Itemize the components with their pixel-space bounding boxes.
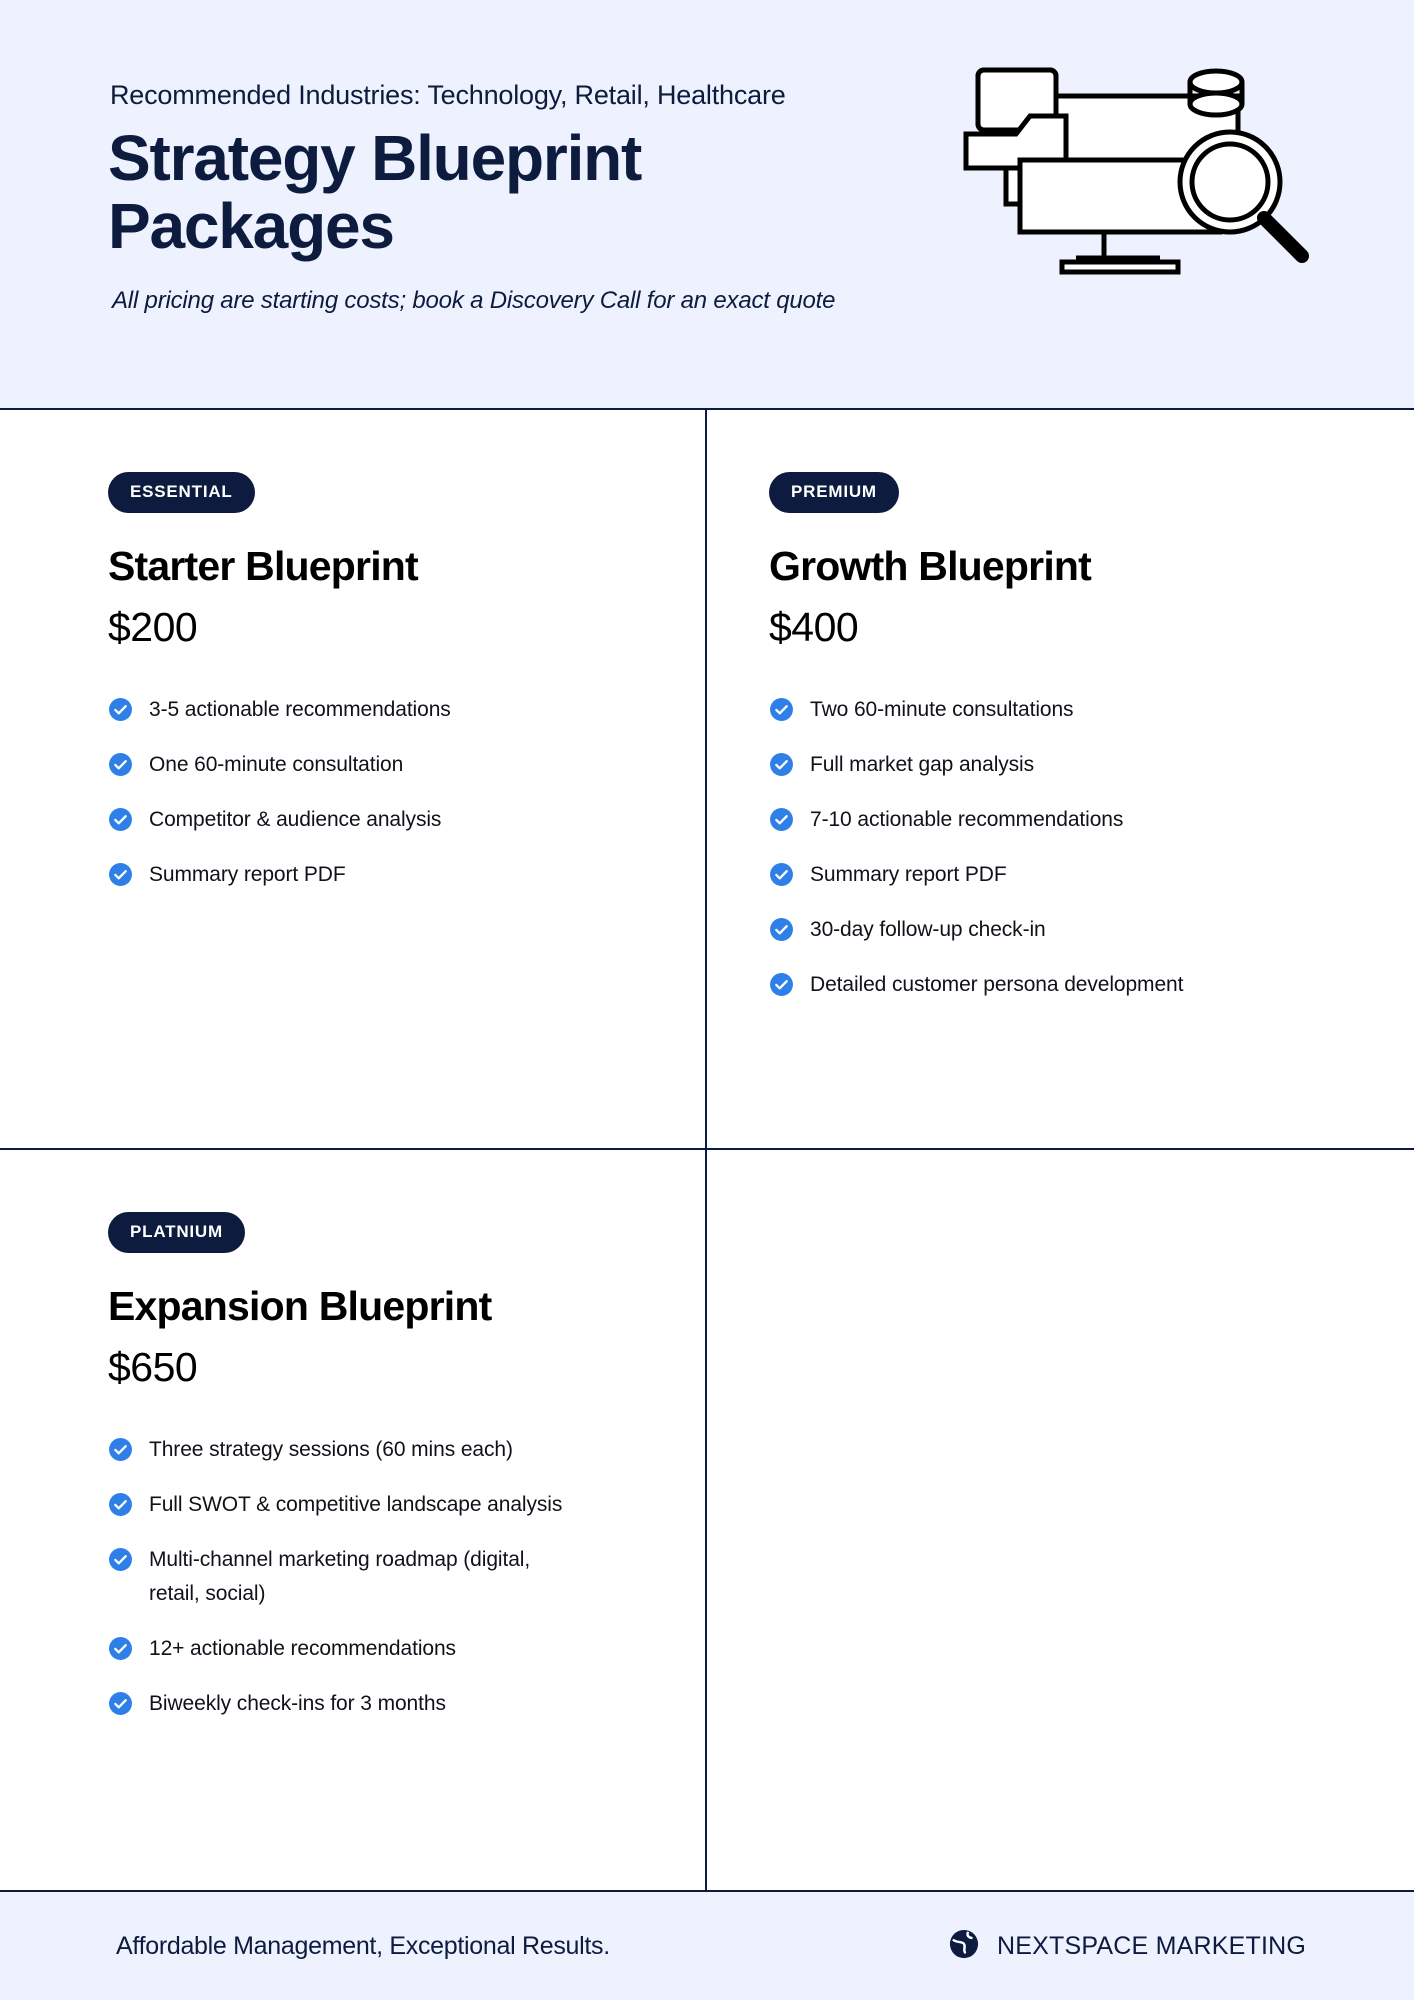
feature-text: One 60-minute consultation — [149, 753, 404, 777]
pricing-note: All pricing are starting costs; book a Discovery Call for an exact quote — [112, 286, 836, 314]
package-title: Starter Blueprint — [108, 543, 418, 589]
footer-tagline: Affordable Management, Exceptional Results. — [116, 1931, 610, 1960]
package-price: $650 — [108, 1344, 198, 1390]
package-badge: PREMIUM — [769, 472, 899, 513]
recommended-industries: Recommended Industries: Technology, Retail, Healthcare — [110, 80, 786, 110]
check-circle-icon — [769, 752, 794, 777]
page-title-line2: Packages — [108, 189, 394, 262]
check-circle-icon — [108, 1492, 133, 1517]
package-card-empty — [707, 1150, 1414, 1890]
package-card-essential[interactable] — [0, 410, 707, 1150]
feature-text: 3-5 actionable recommendations — [149, 698, 451, 721]
footer-brand — [949, 1929, 1306, 1964]
footer — [0, 1890, 1414, 2000]
desk-computer-magnifier-illustration — [958, 60, 1318, 300]
list-item — [108, 803, 635, 837]
package-card-premium[interactable] — [707, 410, 1414, 1150]
feature-text: Full SWOT & competitive landscape analysis — [149, 1493, 563, 1517]
feature-list — [769, 693, 1344, 1002]
feature-text: Biweekly check-ins for 3 months — [149, 1692, 446, 1716]
list-item — [769, 693, 1344, 727]
feature-text: Competitor & audience analysis — [149, 808, 442, 832]
check-circle-icon — [108, 1547, 133, 1572]
package-title: Expansion Blueprint — [108, 1283, 492, 1329]
list-item — [108, 858, 635, 892]
list-item — [108, 748, 635, 782]
feature-text: 30-day follow-up check-in — [810, 918, 1046, 942]
feature-text: Summary report PDF — [149, 863, 346, 887]
package-price: $200 — [108, 604, 198, 650]
feature-text: Three strategy sessions (60 mins each) — [149, 1438, 513, 1461]
package-title: Growth Blueprint — [769, 543, 1092, 589]
packages-grid — [0, 410, 1414, 1890]
list-item — [108, 1543, 578, 1611]
page-title-line1: Strategy Blueprint — [108, 122, 642, 194]
feature-text: Summary report PDF — [810, 863, 1007, 887]
check-circle-icon — [108, 697, 133, 722]
feature-text: Full market gap analysis — [810, 753, 1035, 777]
header — [0, 0, 1414, 410]
check-circle-icon — [769, 862, 794, 887]
check-circle-icon — [108, 1691, 133, 1716]
list-item — [108, 1488, 635, 1522]
globe-logo-icon — [949, 1929, 979, 1964]
check-circle-icon — [108, 1636, 133, 1661]
list-item — [108, 693, 635, 727]
list-item — [769, 968, 1344, 1002]
feature-text: 7-10 actionable recommendations — [810, 808, 1124, 832]
feature-text: Two 60-minute consultations — [810, 698, 1074, 721]
check-circle-icon — [108, 752, 133, 777]
list-item — [769, 913, 1344, 947]
package-price: $400 — [769, 604, 859, 650]
feature-text: 12+ actionable recommendations — [149, 1637, 456, 1661]
feature-text: Multi-channel marketing roadmap (digital, retail, social) — [149, 1548, 531, 1606]
check-circle-icon — [769, 972, 794, 997]
check-circle-icon — [769, 917, 794, 942]
package-card-platnium[interactable] — [0, 1150, 707, 1890]
package-badge: ESSENTIAL — [108, 472, 255, 513]
feature-list — [108, 1433, 635, 1721]
check-circle-icon — [108, 862, 133, 887]
list-item — [769, 748, 1344, 782]
footer-brand-name: NEXTSPACE MARKETING — [997, 1931, 1306, 1960]
feature-text: Detailed customer persona development — [810, 973, 1184, 997]
page-title — [108, 122, 868, 262]
list-item — [769, 858, 1344, 892]
check-circle-icon — [108, 807, 133, 832]
list-item — [108, 1632, 635, 1666]
check-circle-icon — [769, 807, 794, 832]
package-badge: PLATNIUM — [108, 1212, 245, 1253]
check-circle-icon — [108, 1437, 133, 1462]
list-item — [108, 1433, 635, 1467]
list-item — [769, 803, 1344, 837]
feature-list — [108, 693, 635, 892]
check-circle-icon — [769, 697, 794, 722]
list-item — [108, 1687, 635, 1721]
